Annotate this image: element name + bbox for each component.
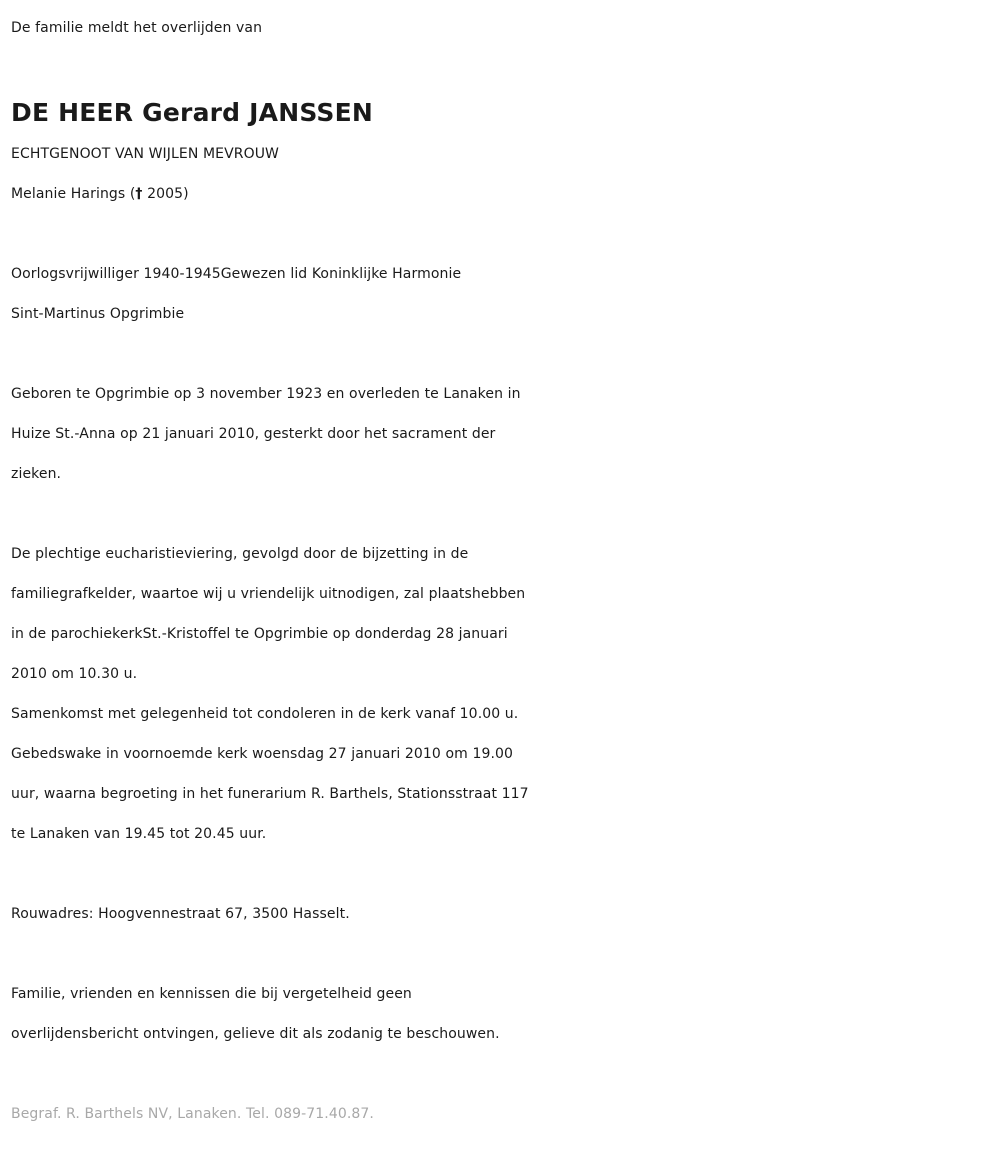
notice-line: overlijdensbericht ontvingen, gelieve dit als zodanig te beschouwen.: [11, 1026, 500, 1042]
intro-text: De familie meldt het overlijden van: [11, 20, 263, 36]
birth-death-line: Huize St.-Anna op 21 januari 2010, gesterkt door het sacrament der: [11, 426, 496, 442]
ceremony-line: in de parochiekerkSt.-Kristoffel te Opgrimbie op donderdag 28 januari: [11, 626, 508, 642]
deceased-name: DE HEER Gerard JANSSEN: [11, 98, 374, 127]
spouse-block: [11, 134, 1000, 214]
ceremony-line: 2010 om 10.30 u.: [11, 666, 138, 682]
ceremony-line: te Lanaken van 19.45 tot 20.45 uur.: [11, 826, 267, 842]
spouse-line: [11, 174, 1000, 214]
ceremony-line: familiegrafkelder, waartoe wij u vriendelijk uitnodigen, zal plaatshebben: [11, 586, 526, 602]
birth-death-block: [11, 374, 1000, 494]
spouse-name: Melanie Harings (: [11, 186, 136, 202]
merits-block: [11, 254, 1000, 334]
ceremony-line: uur, waarna begroeting in het funerarium R. Barthels, Stationsstraat 117: [11, 786, 529, 802]
ceremony-line: Gebedswake in voornoemde kerk woensdag 27 januari 2010 om 19.00: [11, 746, 514, 762]
birth-death-line: Geboren te Opgrimbie op 3 november 1923 en overleden te Lanaken in: [11, 386, 521, 402]
address-block: [11, 894, 1000, 934]
notice-block: [11, 974, 1000, 1054]
spouse-title: ECHTGENOOT VAN WIJLEN MEVROUW: [11, 146, 279, 162]
spouse-death-year: 2005): [142, 186, 189, 202]
ceremony-line: Samenkomst met gelegenheid tot condoleren in de kerk vanaf 10.00 u.: [11, 706, 519, 722]
merits-line: Sint-Martinus Opgrimbie: [11, 306, 185, 322]
merits-line: Oorlogsvrijwilliger 1940-1945Gewezen lid Koninklijke Harmonie: [11, 266, 462, 282]
birth-death-line: zieken.: [11, 466, 62, 482]
ceremony-line: De plechtige eucharistieviering, gevolgd door de bijzetting in de: [11, 546, 469, 562]
notice-line: Familie, vrienden en kennissen die bij vergetelheid geen: [11, 986, 412, 1002]
mourning-address: Rouwadres: Hoogvennestraat 67, 3500 Hasselt.: [11, 906, 350, 922]
ceremony-block: [11, 534, 1000, 854]
cross-icon: †: [135, 186, 143, 202]
funeral-home-footer: Begraf. R. Barthels NV, Lanaken. Tel. 089-71.40.87.: [11, 1106, 374, 1122]
